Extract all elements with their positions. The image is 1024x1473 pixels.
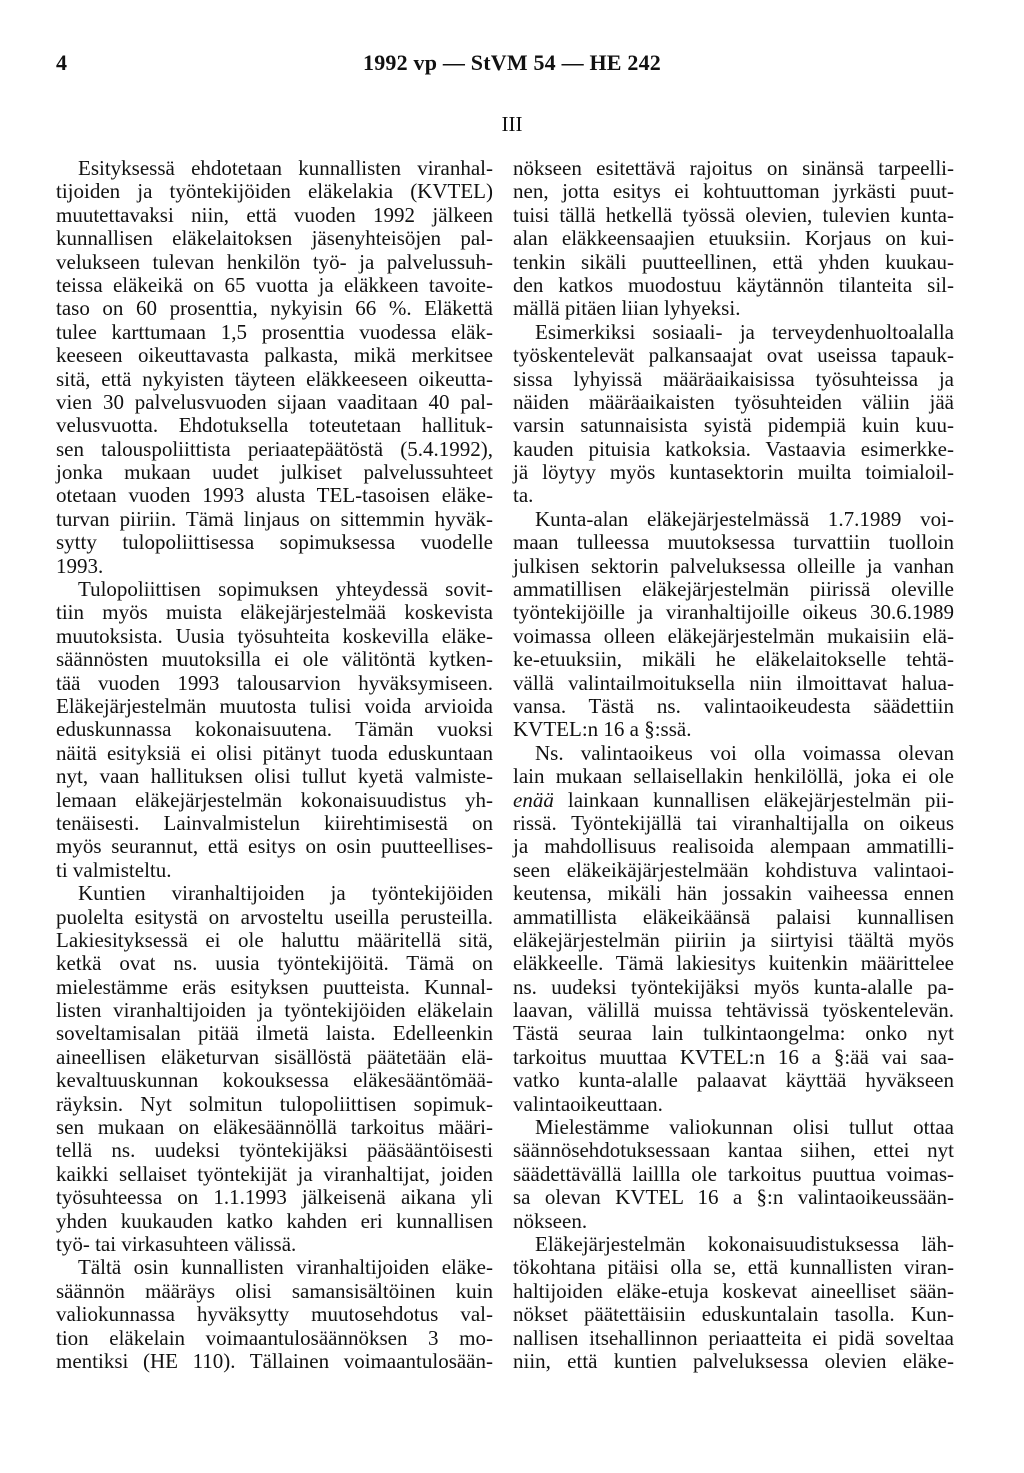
text-line: Ns. valintaoikeus voi olla voimassa olevan: [535, 740, 954, 765]
text-line: sissa lyhyissä määräaikaisissa työsuhteissa ja: [513, 366, 954, 391]
text-line: laavan, välillä muissa tehtävissä työskentelevän.: [513, 998, 954, 1023]
text-line: ta.: [513, 483, 534, 508]
text-line: den katkos muodostuu käytännön tilanteita sil-: [513, 272, 954, 297]
text-line: nökseen esitettävä rajoitus on sinänsä tarpeelli-: [513, 156, 954, 180]
text-line: vällä valintailmoituksella niin ilmoittavat halua-: [513, 670, 954, 695]
text-line: vatko kunta-alalle palaavat käyttää hyväkseen: [513, 1068, 954, 1093]
text-line: maan tulleessa muutoksessa turvattiin tuolloin: [513, 530, 954, 555]
text-line: kaikki sellaiset työntekijät ja viranhaltijat, joiden: [56, 1161, 493, 1186]
right-column: [513, 157, 954, 1373]
text-line: työsuhteessa on 1.1.1993 jälkeisenä aikana yli: [56, 1185, 493, 1210]
text-line: varsin satunnaisista syistä pidempiä kuin kuu-: [513, 413, 954, 438]
left-column: [56, 157, 493, 1373]
text-line: Eläkejärjestelmän muutosta tulisi voida arvioida: [56, 693, 493, 718]
text-line: tellä ns. uudeksi työntekijäksi pääsääntöisesti: [56, 1138, 493, 1163]
text-line: tökohtana pitäisi olla se, että kunnallisten viran-: [513, 1255, 954, 1280]
text-line: eläkejärjestelmän piiriin ja siirtyisi täältä myös: [513, 927, 954, 952]
text-line: Tästä seuraa lain tulkintaongelma: onko nyt: [513, 1021, 954, 1046]
text-line: näitä esityksiä ei olisi pitänyt tuoda eduskuntaan: [56, 740, 493, 765]
text-line: teissa eläkeikä on 65 vuotta ja eläkkeen tavoite-: [56, 272, 493, 297]
text-line: ammatillista eläkeikäänsä palaisi kunnallisen: [513, 904, 954, 929]
text-line: puolelta esitystä on arvosteltu useilla perusteilla.: [56, 904, 493, 929]
text-line: tulee karttumaan 1,5 prosenttia vuodessa eläk-: [56, 319, 493, 344]
text-line: vansa. Tästä ns. valintaoikeudesta säädettiin: [513, 693, 954, 718]
text-line: tää vuoden 1993 talousarvion hyväksymiseen.: [56, 670, 493, 695]
text-line: KVTEL:n 16 a §:ssä.: [513, 717, 692, 742]
text-line: mielestämme eräs esityksen puutteista. Kunnal-: [56, 974, 493, 999]
text-line: säännösehdotuksessaan kantaa siihen, ettei nyt: [513, 1138, 954, 1163]
text-line: voimassa olleen eläkejärjestelmän mukaisiin elä-: [513, 623, 954, 648]
text-line: tarkoitus muuttaa KVTEL:n 16 a §:ää vai saa-: [513, 1044, 954, 1069]
text-line: säännösten muutoksilla ei ole välitöntä kytken-: [56, 647, 493, 672]
text-line: tuisi tällä hetkellä työssä olevien, tulevien kunta-: [513, 202, 954, 227]
text-line: haltijoiden eläke-etuja koskevat aineelliset sään-: [513, 1278, 954, 1303]
text-line: nallisen itsehallinnon periaatteita ei pidä soveltaa: [513, 1325, 954, 1350]
text-line: Mielestämme valiokunnan olisi tullut ottaa: [535, 1115, 954, 1140]
text-line: alan eläkkeensaajien etuuksiin. Korjaus on kui-: [513, 226, 954, 251]
text-line: nyt, vaan hallituksen olisi tullut kyetä valmiste-: [56, 764, 493, 789]
text-line: keeseen oikeuttavasta palkasta, mikä merkitsee: [56, 343, 493, 368]
text-line: Esityksessä ehdotetaan kunnallisten viranhal-: [78, 156, 493, 180]
text-line: nen, jotta esitys ei kohtuuttoman jyrkästi puut-: [513, 179, 954, 204]
text-line: tion eläkelain voimaantulosäännöksen 3 mo-: [56, 1325, 493, 1350]
text-line: enää lainkaan kunnallisen eläkejärjestelmän pii-: [513, 787, 954, 812]
text-line: kauden pituisia katkoksia. Vastaavia esimerkke-: [513, 436, 954, 461]
text-line: rissä. Työntekijällä tai viranhaltijalla on oikeus: [513, 810, 954, 835]
text-line: eläkkeelle. Tämä lakiesitys kuitenkin määrittelee: [513, 951, 954, 976]
text-line: mällä pitäen liian lyhyeksi.: [513, 296, 741, 321]
text-line: sa olevan KVTEL 16 a §:n valintaoikeussään-: [513, 1185, 954, 1210]
text-line: aineellisen eläketurvan sisällöstä päätetään elä-: [56, 1044, 493, 1069]
text-line: ja mahdollisuus realisoida alempaan ammatilli-: [513, 834, 954, 859]
text-line: eduskunnassa kokonaisuutena. Tämän vuoksi: [56, 717, 493, 742]
text-line: sen mukaan on eläkesäännöllä tarkoitus määri-: [56, 1115, 493, 1140]
section-mark: III: [501, 112, 523, 136]
text-line: säännön määräys olisi samansisältöinen kuin: [56, 1278, 493, 1303]
text-line: vien 30 palvelusvuoden sijaan vaaditaan 40 pal-: [56, 389, 493, 414]
text-line: kunnallisen eläkelaitoksen jäsenyhteisöjen pal-: [56, 226, 493, 251]
text-line: muutettavaksi niin, että vuoden 1992 jälkeen: [56, 202, 493, 227]
text-line: Eläkejärjestelmän kokonaisuudistuksessa läh-: [535, 1231, 954, 1256]
text-line: yhden kuukauden katko kahden eri kunnallisen: [56, 1208, 493, 1233]
text-line: velukseen tulevan henkilön työ- ja palvelussuh-: [56, 249, 493, 274]
text-line: soveltamisalan pitää ilmetä laista. Edelleenkin: [56, 1021, 493, 1046]
text-line: tenkin sikäli puutteellinen, että yhden kuukau-: [513, 249, 954, 274]
text-line: Tulopoliittisen sopimuksen yhteydessä sovit-: [78, 577, 493, 602]
text-line: valintaoikeuttaan.: [513, 1091, 663, 1116]
text-line: sitä, että nykyisten täyteen eläkkeeseen oikeutta-: [56, 366, 493, 391]
text-line: lain mukaan sellaisellakin henkilöllä, joka ei ole: [513, 764, 954, 789]
text-line: ns. uudeksi työntekijäksi myös kunta-alalle pa-: [513, 974, 954, 999]
text-line: työntekijöille ja viranhaltijoille oikeus 30.6.1989: [513, 600, 954, 625]
text-line: sen talouspoliittista periaatepäätöstä (5.4.1992),: [56, 436, 493, 461]
text-line: velusvuotta. Ehdotuksella toteutetaan hallituk-: [56, 413, 493, 438]
text-line: nökseen.: [513, 1208, 588, 1233]
text-line: räyksin. Nyt solmitun tulopoliittisen sopimuk-: [56, 1091, 493, 1116]
text-line: muutoksista. Uusia työsuhteita koskevilla eläke-: [56, 623, 493, 648]
text-line: seen eläkeikäjärjestelmään kohdistuva valintaoi-: [513, 857, 954, 882]
page-number: 4: [56, 50, 67, 75]
text-line: listen viranhaltijoiden ja työntekijöiden eläkelain: [56, 998, 493, 1023]
text-line: sytty tulopoliittisessa sopimuksessa vuodelle: [56, 530, 493, 555]
text-line: näiden määräaikaisten työsuhteiden väliin jää: [513, 389, 954, 414]
text-line: Tältä osin kunnallisten viranhaltijoiden eläke-: [78, 1255, 493, 1280]
text-line: jä löytyy myös kuntasektorin muilta toimialoil-: [513, 460, 954, 485]
text-line: otetaan vuoden 1993 alusta TEL-tasoisen eläke-: [56, 483, 493, 508]
text-line: tijoiden ja työntekijöiden eläkelakia (KVTEL): [56, 179, 493, 204]
text-line: keutensa, mikäli hän jossakin vaiheessa ennen: [513, 881, 954, 906]
text-line: tenäisesti. Lainvalmistelun kiirehtimisestä on: [56, 810, 493, 835]
page-header: [0, 50, 1024, 90]
text-line: 1993.: [56, 553, 104, 578]
text-line: jonka mukaan uudet julkiset palvelussuhteet: [56, 460, 493, 485]
text-line: tiin myös muista eläkejärjestelmää koskevista: [56, 600, 493, 625]
text-line: työ- tai virkasuhteen välissä.: [56, 1231, 297, 1256]
text-line: Esimerkiksi sosiaali- ja terveydenhuoltoalalla: [535, 319, 954, 344]
text-line: taso on 60 prosenttia, nykyisin 66 %. Eläkettä: [56, 296, 493, 321]
text-line: kevaltuuskunnan kokouksessa eläkesääntömää-: [56, 1068, 493, 1093]
text-line: ti valmisteltu.: [56, 857, 172, 882]
text-line: ke-etuuksiin, mikäli he eläkelaitokselle tehtä-: [513, 647, 954, 672]
running-head: 1992 vp — StVM 54 — HE 242: [363, 50, 661, 75]
text-line: Kunta-alan eläkejärjestelmässä 1.7.1989 voi-: [535, 506, 954, 531]
text-line: Kuntien viranhaltijoiden ja työntekijöiden: [78, 881, 493, 906]
text-line: julkisen sektorin palveluksessa olleille ja vanhan: [513, 553, 954, 578]
text-line: niin, että kuntien palveluksessa olevien eläke-: [513, 1348, 954, 1373]
text-line: Lakiesityksessä ei ole haluttu määritellä sitä,: [56, 927, 493, 952]
text-line: säädettävällä laillla ole tarkoitus puuttua voimas-: [513, 1161, 954, 1186]
text-line: ketkä ovat ns. uusia työntekijöitä. Tämä on: [56, 951, 493, 976]
text-line: nökset päätettäisiin eduskuntalain tasolla. Kun-: [513, 1302, 954, 1327]
text-line: mentiksi (HE 110). Tällainen voimaantulosään-: [56, 1348, 493, 1373]
text-line: turvan piiriin. Tämä linjaus on sittemmin hyväk-: [56, 506, 493, 531]
text-line: lemaan eläkejärjestelmän kokonaisuudistus yh-: [56, 787, 493, 812]
text-line: työskentelevät palkansaajat ovat useissa tapauk-: [513, 343, 954, 368]
text-line: valiokunnassa hyväksytty muutosehdotus val-: [56, 1302, 493, 1327]
text-line: myös seurannut, että esitys on osin puutteellises-: [56, 834, 493, 859]
text-line: ammatillisen eläkejärjestelmän piirissä oleville: [513, 577, 954, 602]
